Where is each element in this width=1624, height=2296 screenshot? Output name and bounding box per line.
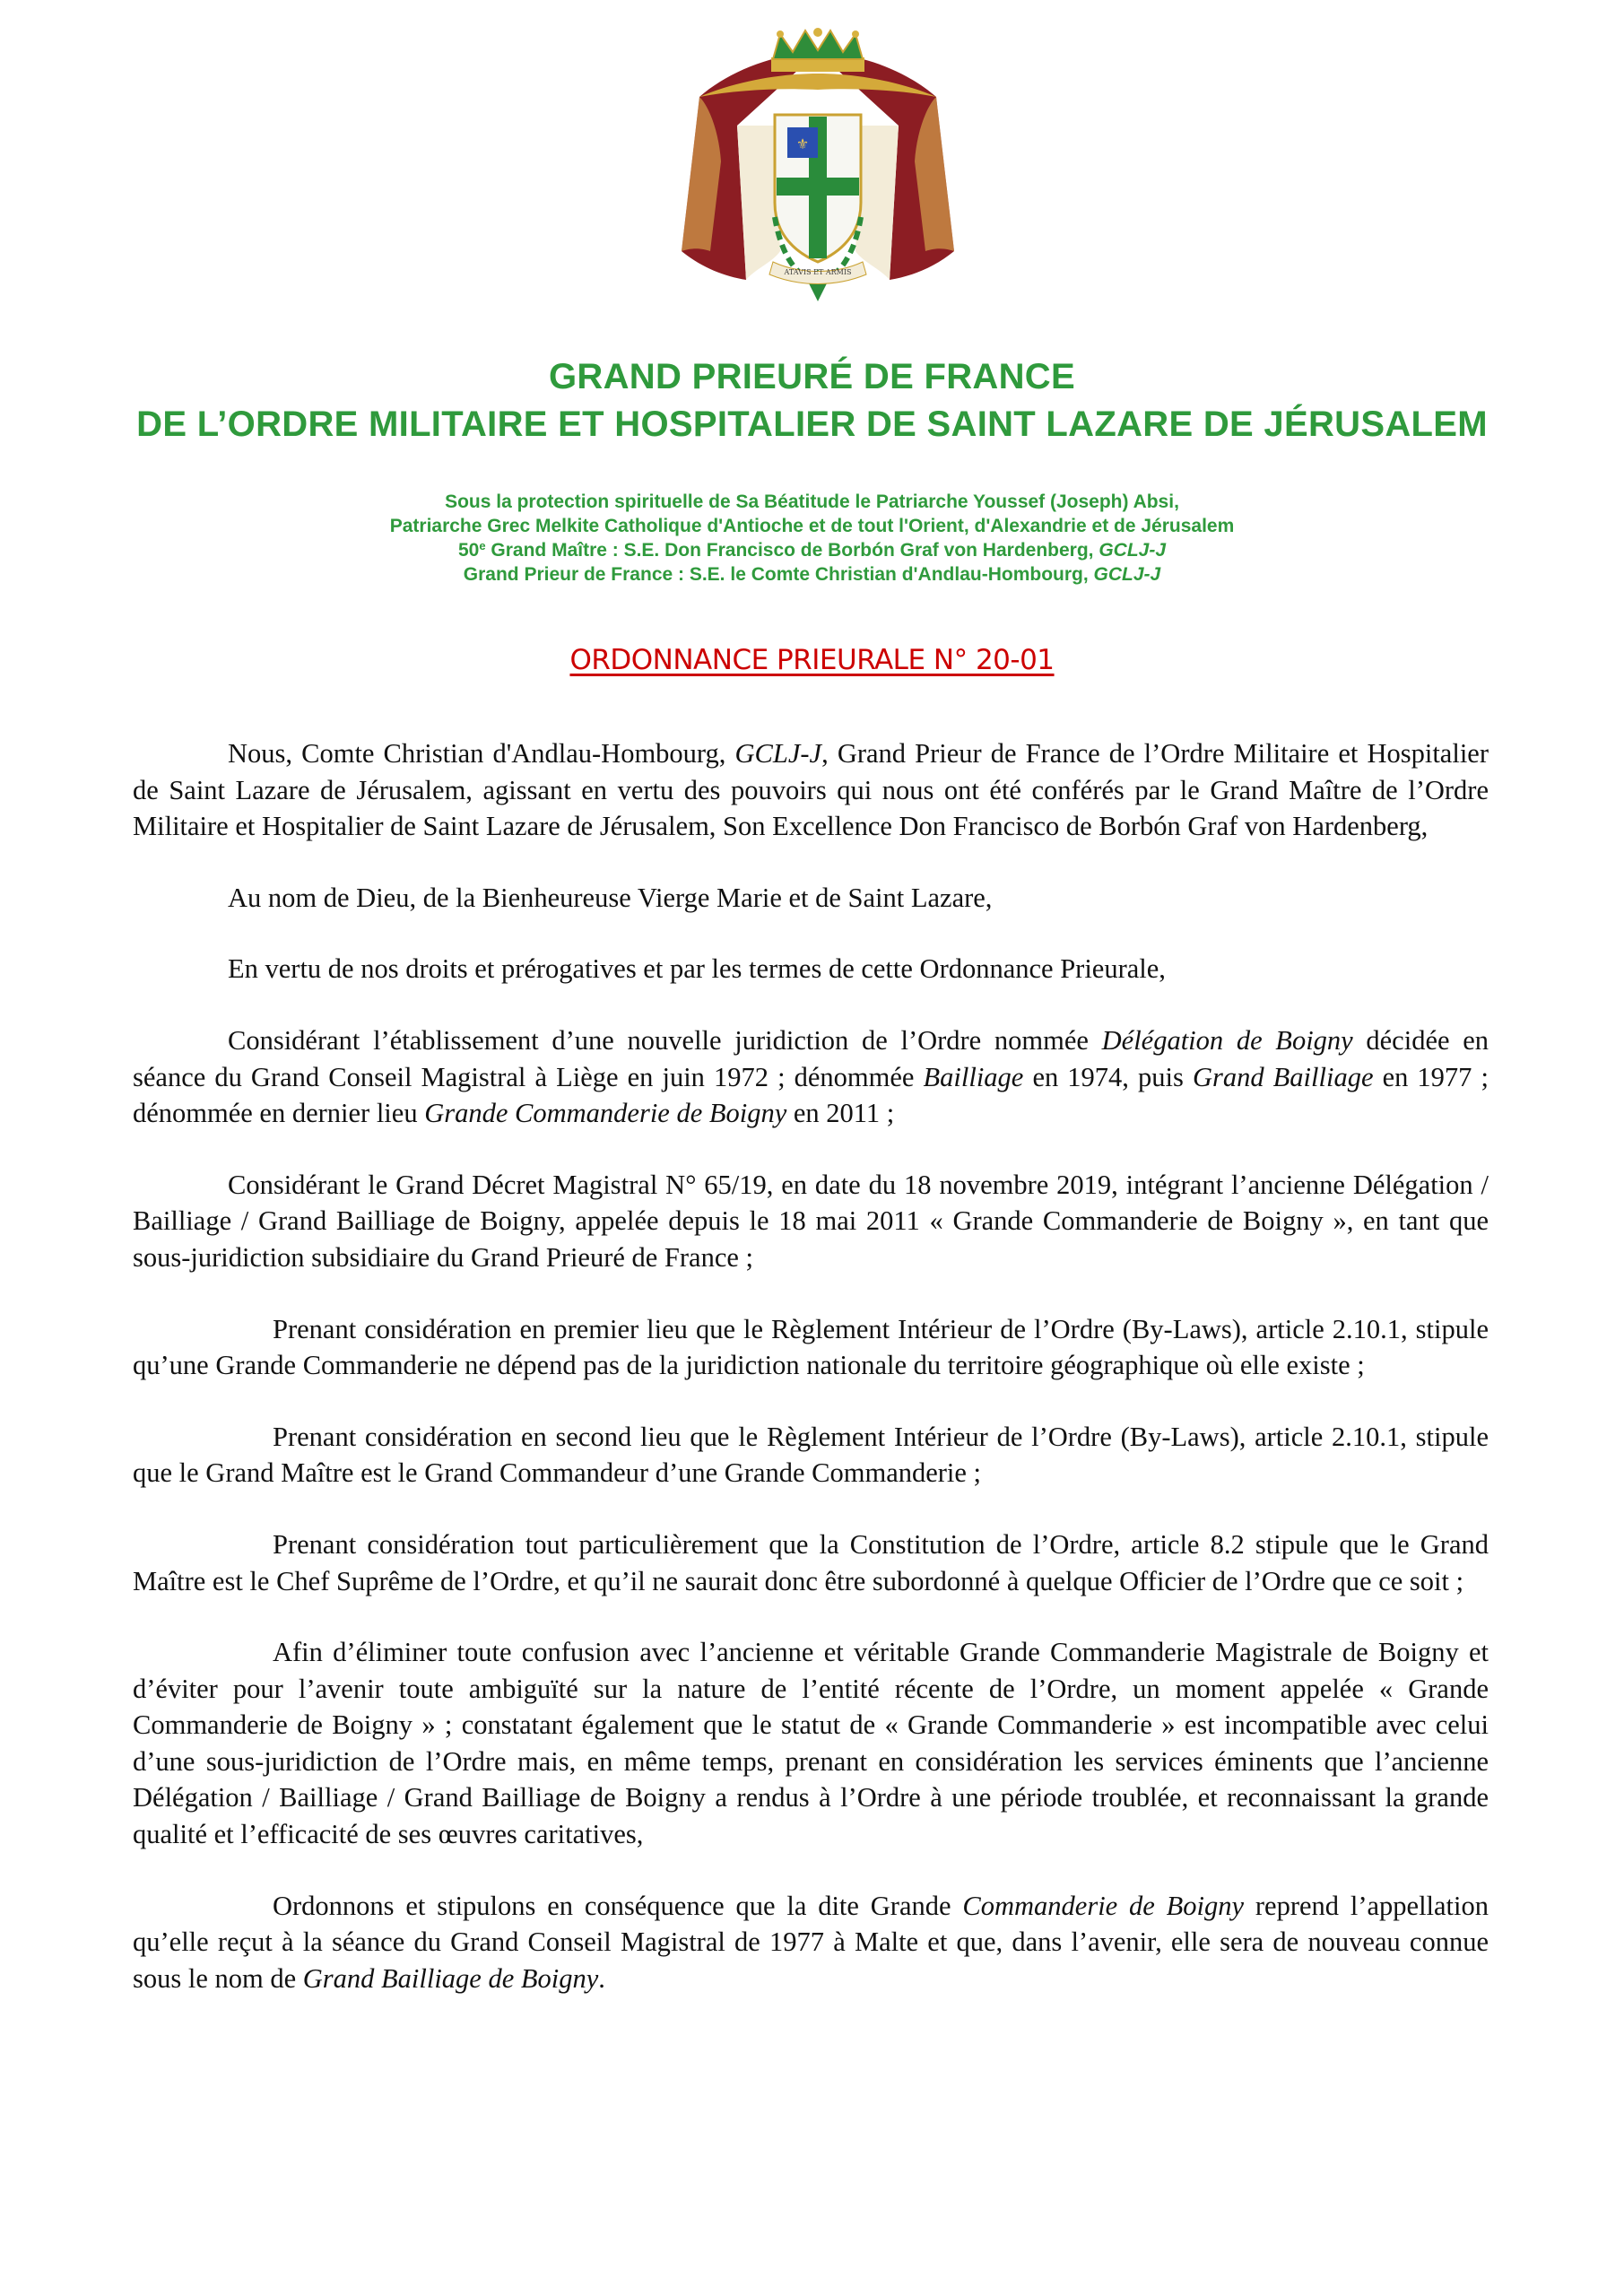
grand-prior-title: GCLJ-J: [1093, 564, 1161, 585]
italic-span: Délégation de Boigny: [1101, 1024, 1353, 1056]
italic-span: Grande Commanderie de Boigny: [424, 1098, 787, 1129]
text-span: Ordonnons et stipulons en conséquence que la dite Grande: [273, 1890, 963, 1921]
ordinance-title: ORDONNANCE PRIEURALE N° 20-01: [569, 644, 1055, 676]
paragraph-considerant-1: [133, 1022, 1489, 1132]
paragraph-prenant-1: Prenant considération en premier lieu que le Règlement Intérieur de l’Ordre (By-Laws), article 2.10.1, stipule qu’une Grande Commanderie ne dépend pas de la juridiction nationale du territoire géographique où elle existe ;: [133, 1313, 1489, 1381]
italic-span: Bailliage: [923, 1061, 1024, 1092]
ordinal-suffix: e: [479, 539, 486, 552]
protection-line-3: [0, 538, 1624, 562]
paragraph-prenant-3: Prenant considération tout particulièrement que la Constitution de l’Ordre, article 8.2 stipule que le Grand Maître est le Chef Suprême de l’Ordre, et qu’il ne saurait donc être subordonné à quelque Officier de l’Ordre que ce soit ;: [133, 1528, 1489, 1596]
grand-prior-text: Grand Prieur de France : S.E. le Comte Christian d'Andlau-Hombourg,: [463, 564, 1094, 585]
text-span: .: [598, 1962, 605, 1994]
text-span: Considérant l’établissement d’une nouvelle juridiction de l’Ordre nommée: [228, 1024, 1102, 1056]
italic-span: Commanderie de Boigny: [962, 1890, 1245, 1921]
protection-line-1: Sous la protection spirituelle de Sa Béatitude le Patriarche Youssef (Joseph) Absi,: [445, 491, 1179, 512]
protection-line-2: Patriarche Grec Melkite Catholique d'Antioche et de tout l'Orient, d'Alexandrie et de Jérusalem: [389, 516, 1235, 536]
title-line-2: DE L’ORDRE MILITAIRE ET HOSPITALIER DE SAINT LAZARE DE JÉRUSALEM: [136, 404, 1488, 444]
svg-text:⚜: ⚜: [795, 135, 810, 152]
grand-master-title: GCLJ-J: [1099, 540, 1167, 561]
coat-motto: ATAVIS ET ARMIS: [784, 268, 852, 276]
grand-master-number: 50: [457, 540, 480, 561]
text-span: en 2011 ;: [786, 1098, 895, 1129]
paragraph-afin: Afin d’éliminer toute confusion avec l’ancienne et véritable Grande Commanderie Magistrale de Boigny et d’éviter pour l’avenir toute ambiguïté sur la nature de l’entité récente de l’Ordre, un moment appelée « Grande Commanderie de Boigny » ; constatant également que le statut de « Grande Commanderie » est incompatible avec celui d’une sous-juridiction de l’Ordre mais, en même temps, prenant en considération les services éminents que l’ancienne Délégation / Bailliage / Grand Bailliage de Boigny a rendus à l’Ordre à une période troublée, et reconnaissant la grande qualité et l’efficacité de ses œuvres caritatives,: [133, 1637, 1489, 1850]
text-span: en 1974, puis: [1023, 1061, 1193, 1092]
italic-span: Grand Bailliage de Boigny: [302, 1962, 599, 1994]
paragraph-prenant-2: Prenant considération en second lieu que le Règlement Intérieur de l’Ordre (By-Laws), article 2.10.1, stipule que le Grand Maître est le Grand Commandeur d’une Grande Commanderie ;: [133, 1421, 1489, 1489]
italic-span: GCLJ-J: [734, 738, 822, 769]
text-span: Nous, Comte Christian d'Andlau-Hombourg,: [228, 738, 735, 769]
italic-span: Grand Bailliage: [1192, 1061, 1374, 1092]
title-line-1: GRAND PRIEURÉ DE FRANCE: [549, 357, 1075, 396]
paragraph-considerant-2: Considérant le Grand Décret Magistral N° 65/19, en date du 18 novembre 2019, intégrant l’ancienne Délégation / Bailliage / Grand Bailliage de Boigny, appelée depuis le 18 mai 2011 « Grande Commanderie de Boigny », en tant que sous-juridiction subsidiaire du Grand Prieuré de France ;: [133, 1169, 1489, 1273]
text-span: décidée en séance du Grand Conseil Magistral à Liège en juin 1972 ; dénommée: [133, 1024, 1489, 1092]
paragraph-invocation: Au nom de Dieu, de la Bienheureuse Vierge Marie et de Saint Lazare,: [228, 882, 993, 913]
paragraph-authority: En vertu de nos droits et prérogatives et par les termes de cette Ordonnance Prieurale,: [228, 953, 1166, 985]
grand-master-text: Grand Maître : S.E. Don Francisco de Borbón Graf von Hardenberg,: [485, 540, 1099, 561]
protection-block: [0, 490, 1624, 587]
coat-of-arms-emblem: [674, 27, 961, 323]
text-span: en 1977 ; dénommée en dernier lieu: [133, 1061, 1489, 1129]
text-span: , Grand Prieur de France de l’Ordre Militaire et Hospitalier de Saint Lazare de Jérusalem, agissant en vertu des pouvoirs qui nous ont été conférés par le Grand Maître de l’Ordre Militaire et Hospitalier de Saint Lazare de Jérusalem, Son Excellence Don Francisco de Borbón Graf von Hardenberg,: [133, 738, 1489, 842]
text-span: reprend l’appellation qu’elle reçut à la séance du Grand Conseil Magistral de 1977 à Malte et que, dans l’avenir, elle sera de nouveau connue sous le nom de: [133, 1890, 1489, 1994]
protection-line-4: [0, 562, 1624, 587]
paragraph-ordonnons: [133, 1888, 1489, 1997]
paragraph-preamble: [133, 735, 1489, 845]
document-body: [133, 735, 1489, 2031]
